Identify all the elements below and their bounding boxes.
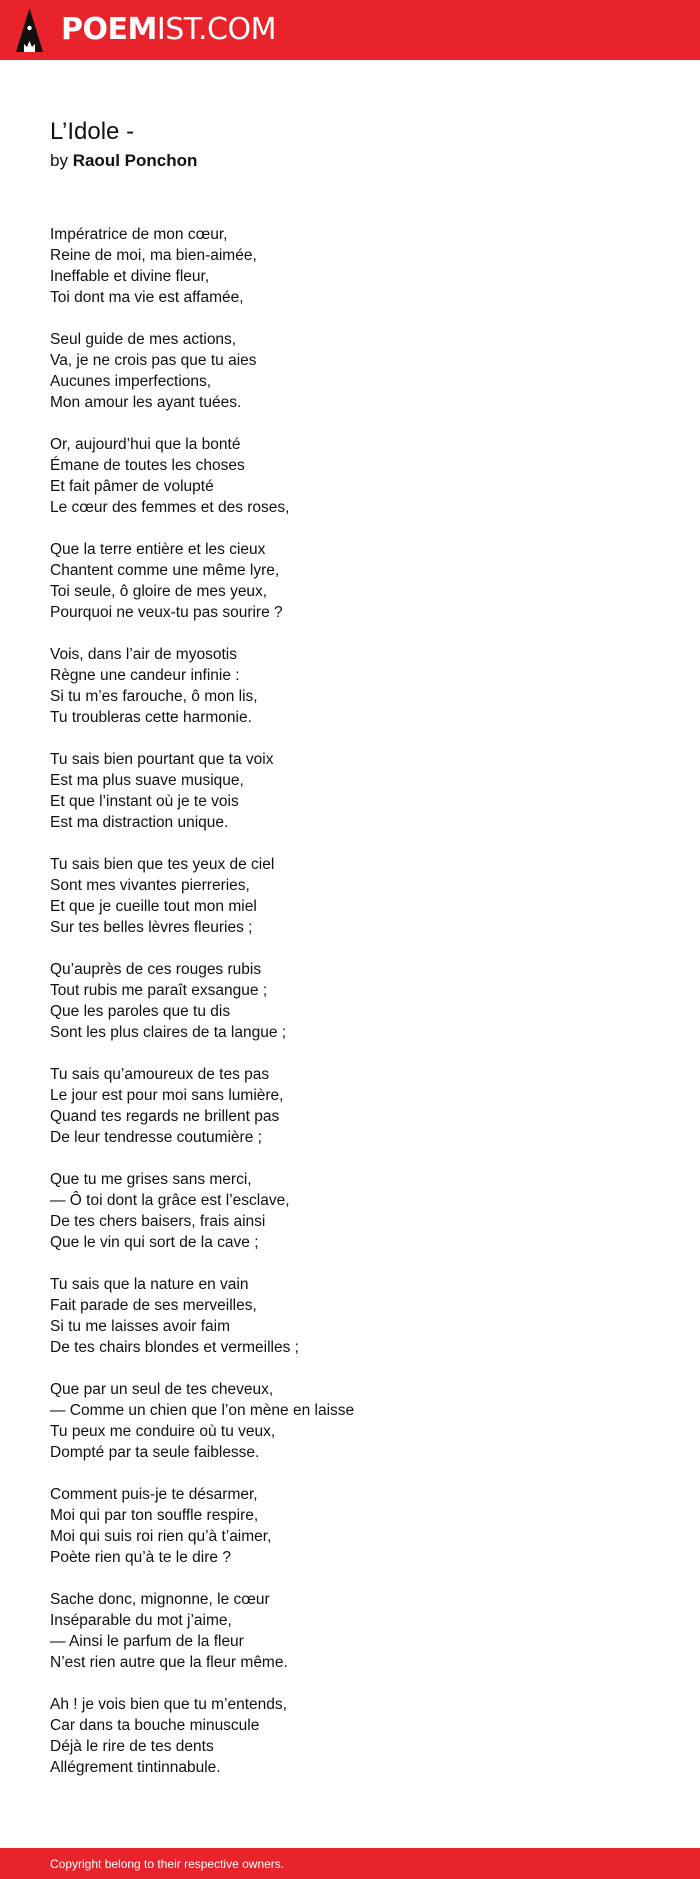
poem-line: Tu sais bien pourtant que ta voix (50, 751, 274, 768)
poem-line: Et que je cueille tout mon miel (50, 898, 257, 915)
poem-line: Sont mes vivantes pierreries, (50, 877, 250, 894)
poem-line: Comment puis-je te désarmer, (50, 1486, 258, 1503)
poem-line: Que tu me grises sans merci, (50, 1171, 252, 1188)
pen-nib-icon (16, 8, 43, 52)
poem-stanza (50, 434, 650, 518)
poem-title: L’Idole - (50, 118, 135, 145)
poem-line: Si tu m’es farouche, ô mon lis, (50, 688, 258, 705)
poem-line: Et fait pâmer de volupté (50, 478, 214, 495)
author-name[interactable]: Raoul Ponchon (72, 151, 198, 170)
poem-byline (50, 150, 650, 172)
poem-stanza (50, 749, 650, 833)
poem-line: Quand tes regards ne brillent pas (50, 1108, 280, 1125)
poem-line: Tu peux me conduire où tu veux, (50, 1423, 276, 1440)
poem-line: Toi dont ma vie est affamée, (50, 289, 244, 306)
site-footer (0, 1848, 700, 1879)
poem-line: Que par un seul de tes cheveux, (50, 1381, 274, 1398)
poem-line: Tu sais que la nature en vain (50, 1276, 249, 1293)
poem-line: De tes chers baisers, frais ainsi (50, 1213, 266, 1230)
site-wordmark (61, 12, 276, 47)
poem-content (50, 118, 650, 1799)
poem-line: Que les paroles que tu dis (50, 1003, 231, 1020)
poem-stanza (50, 1379, 650, 1463)
poem-line: Ineffable et divine fleur, (50, 268, 210, 285)
poem-body (50, 224, 650, 1778)
poem-line: De tes chairs blondes et vermeilles ; (50, 1339, 299, 1356)
poem-line: Inséparable du mot j’aime, (50, 1612, 232, 1629)
poem-line: Fait parade de ses merveilles, (50, 1297, 257, 1314)
poem-line: Ah ! je vois bien que tu m’entends, (50, 1696, 287, 1713)
poem-line: Que le vin qui sort de la cave ; (50, 1234, 259, 1251)
poem-stanza (50, 1169, 650, 1253)
poem-line: Le jour est pour moi sans lumière, (50, 1087, 284, 1104)
poem-line: Si tu me laisses avoir faim (50, 1318, 231, 1335)
poem-line: Que la terre entière et les cieux (50, 541, 266, 558)
poem-line: Règne une candeur infinie : (50, 667, 240, 684)
copyright-text: Copyright belong to their respective owners. (50, 1856, 285, 1871)
poem-stanza (50, 644, 650, 728)
poem-line: Moi qui suis roi rien qu’à t’aimer, (50, 1528, 272, 1545)
site-header (0, 0, 700, 60)
poem-line: Or, aujourd’hui que la bonté (50, 436, 241, 453)
poem-stanza (50, 1064, 650, 1148)
by-label: by (50, 151, 68, 170)
poem-line: Moi qui par ton souffle respire, (50, 1507, 259, 1524)
poem-line: Impératrice de mon cœur, (50, 226, 228, 243)
poem-line: Reine de moi, ma bien-aimée, (50, 247, 257, 264)
poem-line: Tu sais bien que tes yeux de ciel (50, 856, 275, 873)
poem-stanza (50, 539, 650, 623)
poem-line: Aucunes imperfections, (50, 373, 212, 390)
poem-stanza (50, 1694, 650, 1778)
poem-stanza (50, 224, 650, 308)
poem-line: Mon amour les ayant tuées. (50, 394, 242, 411)
poem-line: Tout rubis me paraît exsangue ; (50, 982, 268, 999)
poem-line: Sache donc, mignonne, le cœur (50, 1591, 270, 1608)
poem-line: Tu sais qu’amoureux de tes pas (50, 1066, 270, 1083)
poem-line: Vois, dans l’air de myosotis (50, 646, 237, 663)
poem-stanza (50, 1484, 650, 1568)
site-logo[interactable] (16, 0, 276, 60)
poem-line: De leur tendresse coutumière ; (50, 1129, 262, 1146)
poem-line: Déjà le rire de tes dents (50, 1738, 214, 1755)
poem-line: Toi seule, ô gloire de mes yeux, (50, 583, 268, 600)
poem-line: Car dans ta bouche minuscule (50, 1717, 260, 1734)
poem-line: Tu troubleras cette harmonie. (50, 709, 252, 726)
poem-line: Est ma distraction unique. (50, 814, 229, 831)
poem-line: Et que l’instant où je te vois (50, 793, 239, 810)
poem-line: Poète rien qu’à te le dire ? (50, 1549, 231, 1566)
poem-line: Chantent comme une même lyre, (50, 562, 280, 579)
poem-line: Dompté par ta seule faiblesse. (50, 1444, 260, 1461)
poem-line: Pourquoi ne veux-tu pas sourire ? (50, 604, 283, 621)
poem-line: Va, je ne crois pas que tu aies (50, 352, 257, 369)
poem-line: Émane de toutes les choses (50, 457, 245, 474)
poem-line: Seul guide de mes actions, (50, 331, 237, 348)
poem-line: N’est rien autre que la fleur même. (50, 1654, 288, 1671)
poem-stanza (50, 1589, 650, 1673)
poem-line: — Ainsi le parfum de la fleur (50, 1633, 244, 1650)
poem-line: — Comme un chien que l’on mène en laisse (50, 1402, 355, 1419)
poem-stanza (50, 959, 650, 1043)
poem-stanza (50, 854, 650, 938)
wordmark-bold: POEM (61, 12, 157, 47)
poem-line: — Ô toi dont la grâce est l’esclave, (50, 1192, 290, 1209)
wordmark-light: IST.COM (156, 12, 276, 47)
poem-stanza (50, 329, 650, 413)
poem-line: Allégrement tintinnabule. (50, 1759, 221, 1776)
poem-stanza (50, 1274, 650, 1358)
poem-line: Est ma plus suave musique, (50, 772, 244, 789)
poem-line: Qu’auprès de ces rouges rubis (50, 961, 262, 978)
poem-line: Le cœur des femmes et des roses, (50, 499, 290, 516)
poem-line: Sont les plus claires de ta langue ; (50, 1024, 287, 1041)
poem-line: Sur tes belles lèvres fleuries ; (50, 919, 253, 936)
